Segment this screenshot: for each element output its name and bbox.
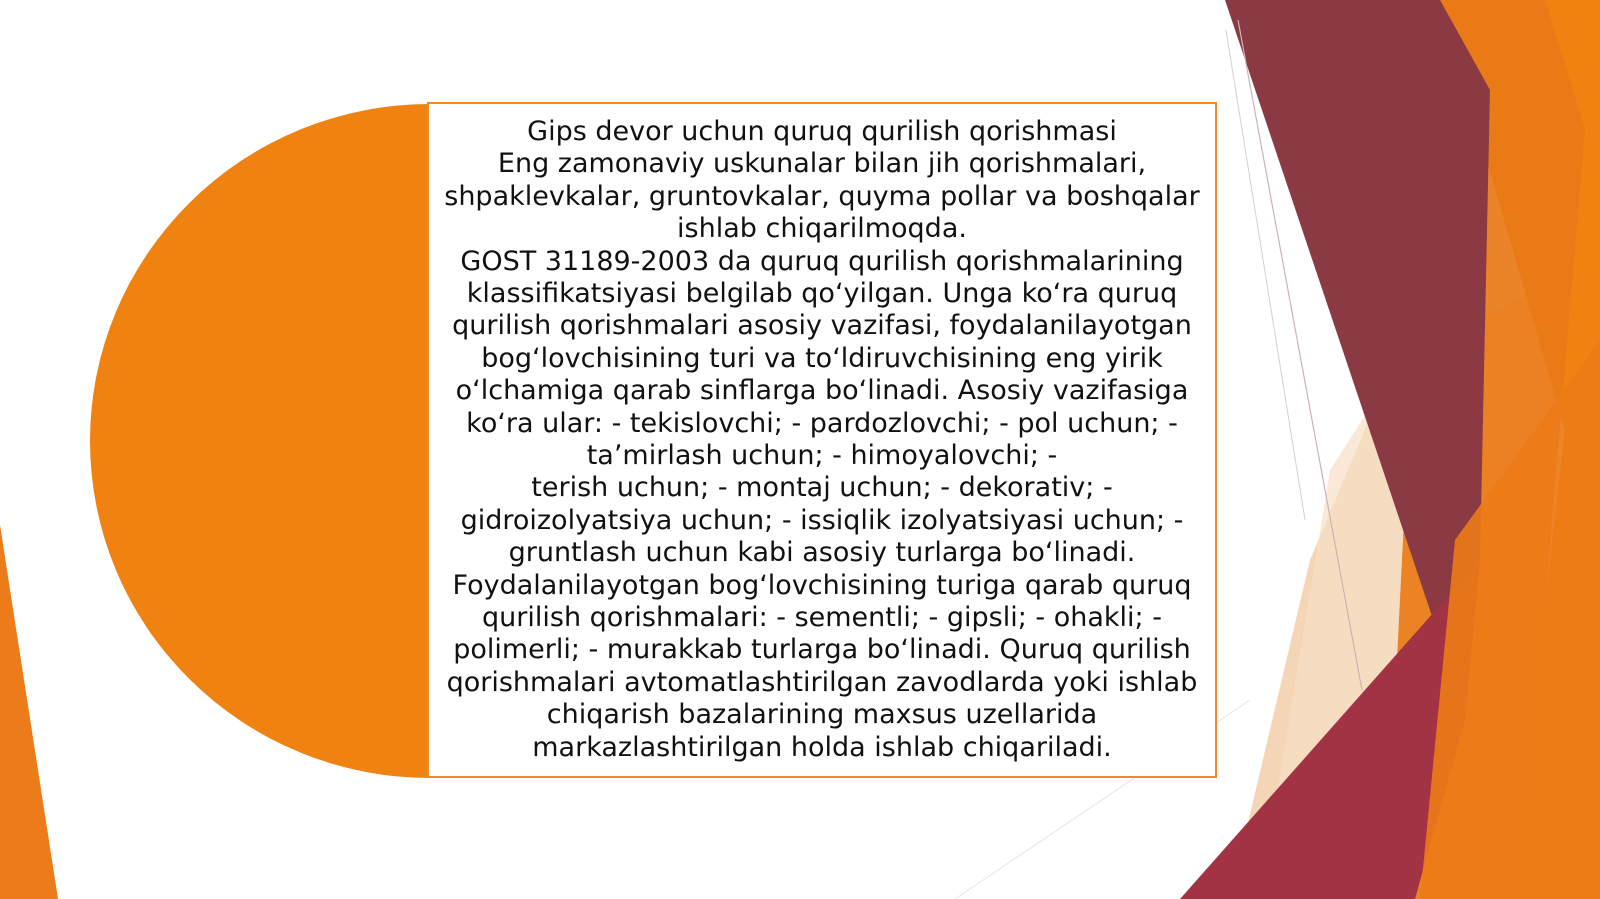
content-text-box: [427, 102, 1217, 778]
left-edge-orange-sliver: [0, 525, 58, 899]
body-text: Gips devor uchun quruq qurilish qorishmasi Eng zamonaviy uskunalar bilan jih qorishmalari, shpaklevkalar, gruntovkalar, quyma pollar va boshqalar ishlab chiqarilmoqda. GOST 31189-2003 da quruq qurilish qorishmalarining klassifikatsiyasi belgilab qoʻyilgan. Unga koʻra quruq qurilish qorishmalari asosiy vazifasi, foydalanilayotgan bogʻlovchisining turi va toʻldiruvchisining eng yirik oʻlchamiga qarab sinflarga boʻlinadi. Asosiy vazifasiga koʻra ular: - tekislovchi; - pardozlovchi; - pol uchun; - taʼmirlash uchun; - himoyalovchi; - terish uchun; - montaj uchun; - dekorativ; - gidroizolyatsiya uchun; - issiqlik izolyatsiyasi uchun; - gruntlash uchun kabi asosiy turlarga boʻlinadi. Foydalanilayotgan bogʻlovchisining turiga qarab quruq qurilish qorishmalari: - sementli; - gipsli; - ohakli; - polimerli; - murakkab turlarga boʻlinadi. Quruq qurilish qorishmalari avtomatlashtirilgan zavodlarda yoki ishlab chiqarish bazalarining maxsus uzellarida markazlashtirilgan holda ishlab chiqariladi.: [444, 115, 1200, 763]
orange-semicircle: [90, 104, 430, 778]
